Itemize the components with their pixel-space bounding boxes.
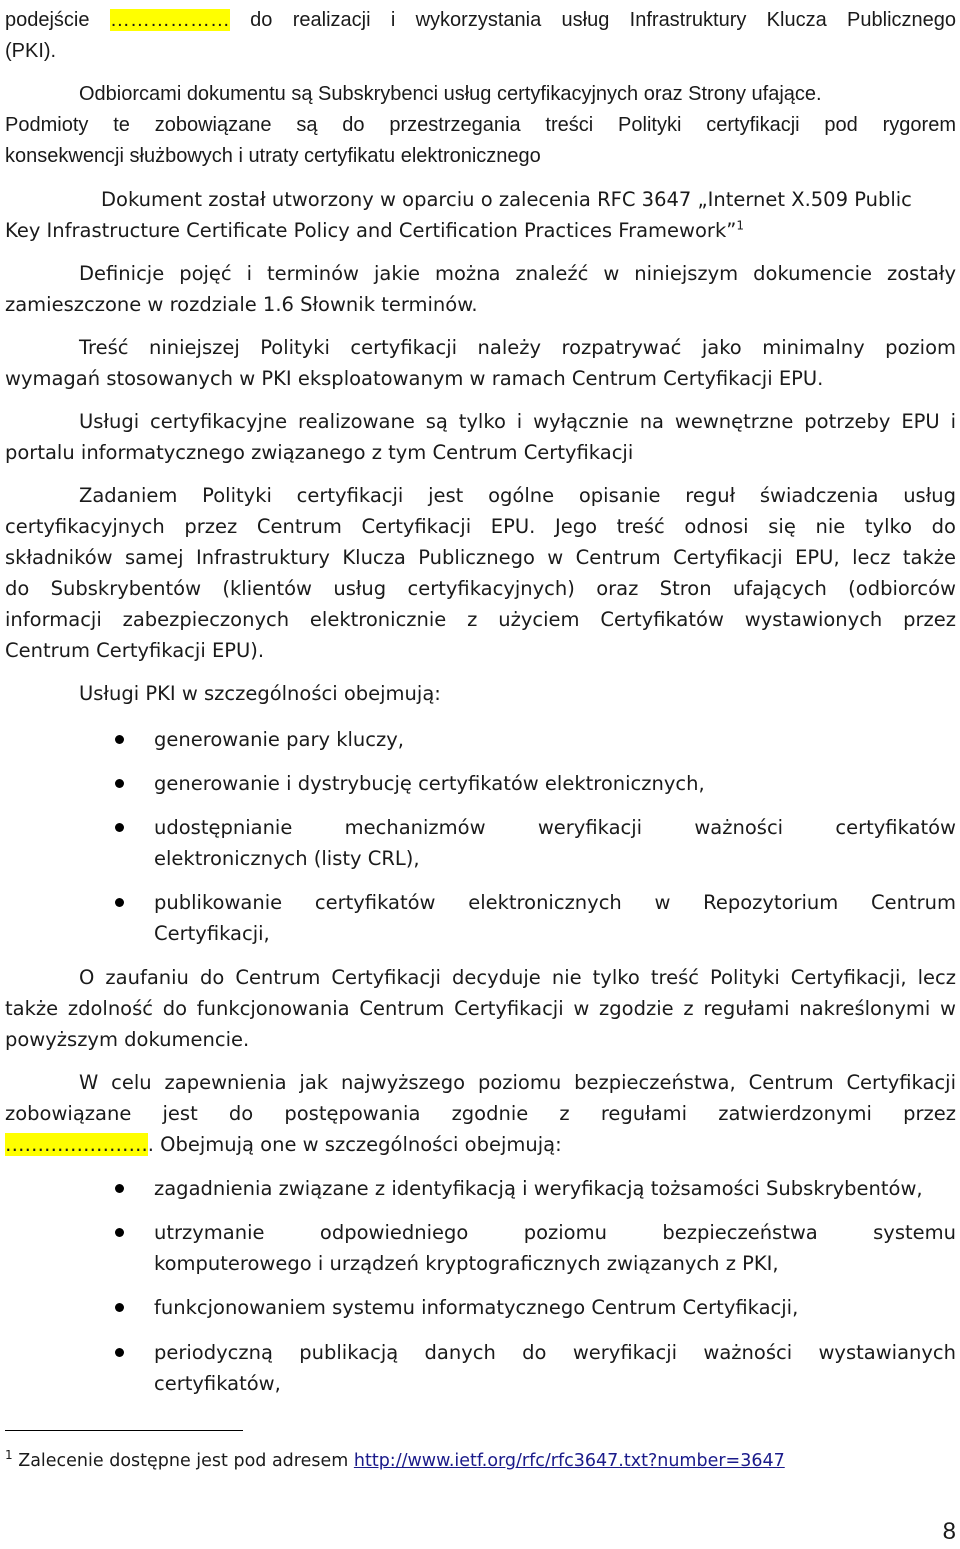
highlighted-placeholder: ……………… xyxy=(109,9,230,31)
footnote: $^1$ Zalecenie dostępne jest pod adresem http://www.ietf.org/rfc/rfc3647.txt?number=3647 xyxy=(5,1448,785,1471)
list-item: generowanie pary kluczy, xyxy=(154,728,404,751)
highlighted-placeholder: …………………. xyxy=(5,1133,148,1156)
paragraph-line: Dokument został utworzony w oparciu o zalecenia RFC 3647 „Internet X.509 Public xyxy=(101,188,912,211)
list-item: funkcjonowaniem systemu informatycznego Centrum Certyfikacji, xyxy=(154,1296,799,1319)
list-item: periodyczną publikacją danych do weryfikacji ważności wystawianych xyxy=(154,1341,956,1364)
paragraph-line: informacji zabezpieczonych elektronicznie z użyciem Certyfikatów wystawionych przez xyxy=(5,608,956,631)
footnote-divider xyxy=(5,1430,243,1431)
paragraph-line: Treść niniejszej Polityki certyfikacji należy rozpatrywać jako minimalny poziom xyxy=(79,336,956,359)
bullet-icon xyxy=(115,735,124,744)
paragraph-line: także zdolność do funkcjonowania Centrum Certyfikacji w zgodzie z regułami nakreślonymi w xyxy=(5,997,956,1020)
list-item-continued: Certyfikacji, xyxy=(154,922,270,945)
paragraph-line: W celu zapewnienia jak najwyższego poziomu bezpieczeństwa, Centrum Certyfikacji xyxy=(79,1071,956,1094)
bullet-icon xyxy=(115,1184,124,1193)
list-item-continued: elektronicznych (listy CRL), xyxy=(154,847,420,870)
list-item: udostępnianie mechanizmów weryfikacji ważności certyfikatów xyxy=(154,816,956,839)
paragraph-line: zamieszczone w rozdziale 1.6 Słownik terminów. xyxy=(5,293,478,316)
list-item: zagadnienia związane z identyfikacją i weryfikacją tożsamości Subskrybentów, xyxy=(154,1177,923,1200)
paragraph-line: ………………….. Obejmują one w szczególności obejmują: xyxy=(5,1133,562,1156)
list-item: publikowanie certyfikatów elektronicznych w Repozytorium Centrum xyxy=(154,891,956,914)
paragraph-line: zobowiązane jest do postępowania zgodnie z regułami zatwierdzonymi przez xyxy=(5,1102,956,1125)
paragraph-line: (PKI). xyxy=(5,40,57,62)
footnote-link[interactable]: http://www.ietf.org/rfc/rfc3647.txt?number=3647 xyxy=(353,1451,785,1471)
paragraph-line: podejście ……………… do realizacji i wykorzystania usług Infrastruktury Klucza Publicznego xyxy=(5,9,957,31)
paragraph-line: portalu informatycznego związanego z tym Centrum Certyfikacji xyxy=(5,441,634,464)
paragraph-line: Definicje pojęć i terminów jakie można znaleźć w niniejszym dokumencie zostały xyxy=(79,262,956,285)
paragraph-line: certyfikacyjnych przez Centrum Certyfikacji EPU. Jego treść odnosi się nie tylko do xyxy=(5,515,956,538)
bullet-icon xyxy=(115,779,124,788)
paragraph-line: Odbiorcami dokumentu są Subskrybenci usług certyfikacyjnych oraz Strony ufające. xyxy=(79,83,822,105)
bullet-icon xyxy=(115,823,124,832)
paragraph-line: Zadaniem Polityki certyfikacji jest ogólne opisanie reguł świadczenia usług xyxy=(79,484,956,507)
bullet-icon xyxy=(115,1348,124,1357)
page-number: 8 xyxy=(942,1518,956,1545)
paragraph-line: do Subskrybentów (klientów usług certyfikacyjnych) oraz Stron ufających (odbiorców xyxy=(5,577,956,600)
paragraph-line: konsekwencji służbowych i utraty certyfikatu elektronicznego xyxy=(5,145,541,167)
bullet-icon xyxy=(115,898,124,907)
bullet-icon xyxy=(115,1303,124,1312)
paragraph-line: Centrum Certyfikacji EPU). xyxy=(5,639,265,662)
paragraph-line: Usługi certyfikacyjne realizowane są tylko i wyłącznie na wewnętrzne potrzeby EPU i xyxy=(79,410,956,433)
bullet-icon xyxy=(115,1228,124,1237)
footnote-number: 1 xyxy=(5,1448,13,1463)
list-intro: Usługi PKI w szczególności obejmują: xyxy=(79,682,441,705)
list-item-continued: komputerowego i urządzeń kryptograficznych związanych z PKI, xyxy=(154,1252,779,1275)
paragraph-line: Key Infrastructure Certificate Policy and Certification Practices Framework”$^1$ xyxy=(5,218,744,242)
paragraph-line: Podmioty te zobowiązane są do przestrzegania treści Polityki certyfikacji pod rygorem xyxy=(5,114,956,136)
paragraph-line: wymagań stosowanych w PKI eksploatowanym w ramach Centrum Certyfikacji EPU. xyxy=(5,367,824,390)
list-item: generowanie i dystrybucję certyfikatów elektronicznych, xyxy=(154,772,705,795)
paragraph-line: O zaufaniu do Centrum Certyfikacji decyduje nie tylko treść Polityki Certyfikacji, lecz xyxy=(79,966,956,989)
list-item-continued: certyfikatów, xyxy=(154,1372,281,1395)
paragraph-line: powyższym dokumencie. xyxy=(5,1028,250,1051)
list-item: utrzymanie odpowiedniego poziomu bezpieczeństwa systemu xyxy=(154,1221,956,1244)
footnote-reference: 1 xyxy=(736,218,744,233)
paragraph-line: składników samej Infrastruktury Klucza Publicznego w Centrum Certyfikacji EPU, lecz także xyxy=(5,546,956,569)
